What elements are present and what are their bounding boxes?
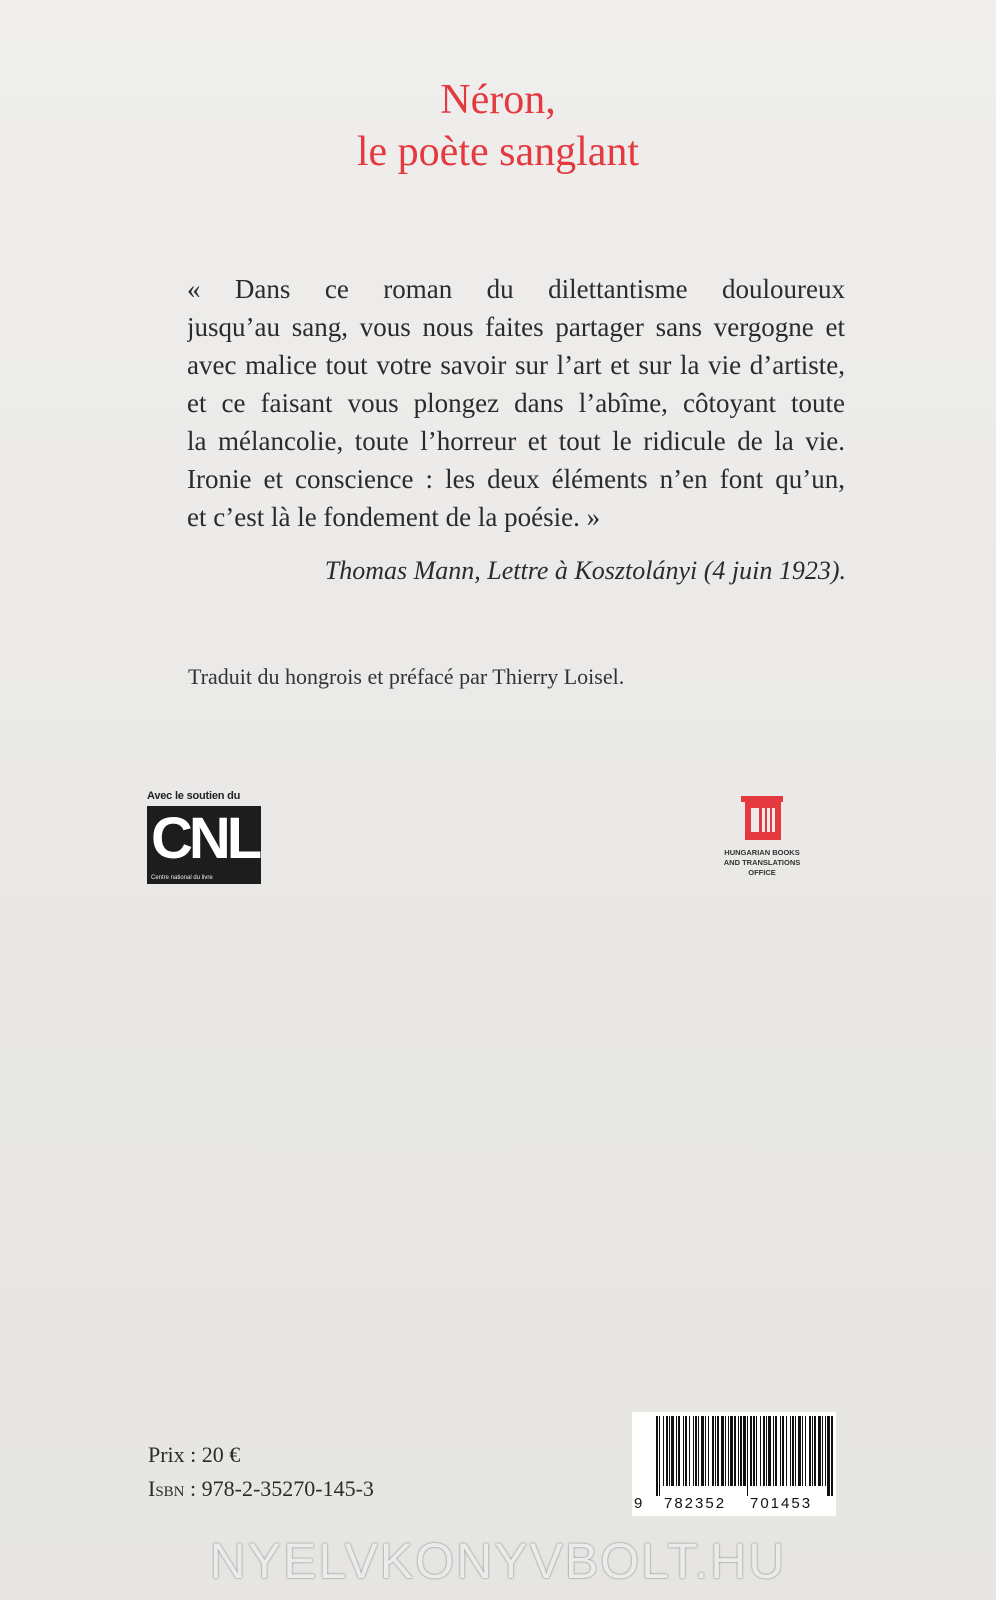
barcode-bar bbox=[730, 1416, 733, 1486]
barcode-bar bbox=[747, 1416, 748, 1496]
barcode-bar bbox=[831, 1416, 833, 1496]
barcode-bar bbox=[738, 1416, 739, 1486]
barcode-bar bbox=[671, 1416, 674, 1486]
quote-line: et ce faisant vous plongez dans l’abîme, côtoyant toute bbox=[187, 388, 845, 418]
barcode-bar bbox=[825, 1416, 826, 1486]
barcode-bar bbox=[768, 1416, 771, 1486]
barcode-bar bbox=[683, 1416, 684, 1486]
barcode-bar bbox=[753, 1416, 755, 1486]
hbto-logo bbox=[692, 794, 832, 878]
barcode-bar bbox=[708, 1416, 709, 1486]
barcode-bar bbox=[685, 1416, 687, 1486]
building-book-icon bbox=[737, 794, 787, 840]
isbn-prefix: Isbn bbox=[148, 1476, 185, 1501]
barcode-bar bbox=[701, 1416, 704, 1486]
barcode-bar bbox=[827, 1416, 830, 1496]
hbto-text-line: HUNGARIAN BOOKS bbox=[724, 848, 800, 857]
quote-line: « Dans ce roman du dilettantisme douloureux bbox=[187, 274, 845, 304]
barcode-bar bbox=[725, 1416, 726, 1486]
barcode-bar bbox=[712, 1416, 714, 1486]
barcode-bar bbox=[698, 1416, 699, 1486]
barcode-bar bbox=[766, 1416, 767, 1486]
cnl-caption: Avec le soutien du bbox=[147, 790, 241, 802]
barcode-bar bbox=[822, 1416, 823, 1486]
barcode-bar bbox=[666, 1416, 668, 1486]
barcode-bar bbox=[786, 1416, 787, 1486]
barcode-bar bbox=[669, 1416, 670, 1486]
barcode-bar bbox=[721, 1416, 724, 1486]
barcode-bar bbox=[705, 1416, 706, 1486]
barcode-bar bbox=[676, 1416, 677, 1486]
quote-line: et c’est là le fondement de la poésie. » bbox=[187, 502, 601, 532]
barcode-bar bbox=[775, 1416, 777, 1486]
translator-credit: Traduit du hongrois et préfacé par Thierry Loisel. bbox=[188, 664, 625, 689]
barcode-bar bbox=[802, 1416, 803, 1486]
barcode-bar bbox=[809, 1416, 811, 1486]
watermark: NYELVKONYVBOLT.HU bbox=[209, 1533, 787, 1589]
barcode-bar bbox=[678, 1416, 680, 1486]
barcode-bar bbox=[693, 1416, 694, 1486]
barcode-bar bbox=[743, 1416, 746, 1486]
barcode-bars bbox=[632, 1416, 836, 1500]
quote-attribution: Thomas Mann, Lettre à Kosztolányi (4 juin 1923). bbox=[324, 556, 846, 585]
book-title-line-2: le poète sanglant bbox=[356, 129, 640, 175]
barcode-bar bbox=[814, 1416, 816, 1486]
isbn-label bbox=[148, 1476, 374, 1502]
barcode-bar bbox=[763, 1416, 765, 1486]
quote-line: avec malice tout votre savoir sur l’art et sur la vie d’artiste, bbox=[187, 350, 845, 380]
blurb-quote bbox=[187, 270, 845, 536]
barcode-bar bbox=[790, 1416, 791, 1486]
barcode-bar bbox=[805, 1416, 806, 1486]
barcode-bar bbox=[812, 1416, 813, 1486]
barcode-bar bbox=[795, 1416, 796, 1486]
barcode-bar bbox=[689, 1416, 690, 1486]
cnl-letters: CNL bbox=[151, 806, 259, 871]
cnl-logo-box bbox=[147, 806, 261, 884]
barcode-bar bbox=[717, 1416, 719, 1486]
barcode-bar bbox=[782, 1416, 784, 1486]
barcode-bar bbox=[695, 1416, 697, 1486]
isbn-barcode bbox=[632, 1412, 836, 1516]
barcode-bar bbox=[656, 1416, 658, 1496]
quote-line: jusqu’au sang, vous nous faites partager sans vergogne et bbox=[187, 312, 845, 342]
barcode-bar bbox=[818, 1416, 821, 1486]
quote-line: Ironie et conscience : les deux éléments n’en font qu’un, bbox=[187, 464, 845, 494]
isbn-value: : 978-2-35270-145-3 bbox=[184, 1476, 374, 1501]
barcode-bar bbox=[740, 1416, 742, 1486]
quote-line: la mélancolie, toute l’horreur et tout le ridicule de la vie. bbox=[187, 426, 845, 456]
hbto-text-line: OFFICE bbox=[748, 868, 776, 877]
barcode-bar bbox=[773, 1416, 774, 1486]
barcode-bar bbox=[750, 1416, 752, 1486]
barcode-bar bbox=[780, 1416, 781, 1486]
book-title-line-1: Néron, bbox=[440, 77, 556, 123]
barcode-bar bbox=[663, 1416, 664, 1486]
barcode-bar bbox=[734, 1416, 736, 1486]
barcode-bar bbox=[756, 1416, 757, 1486]
price-label: Prix : 20 € bbox=[148, 1442, 241, 1467]
barcode-bar bbox=[659, 1416, 660, 1496]
barcode-bar bbox=[792, 1416, 794, 1486]
barcode-digit-group: 782352 bbox=[664, 1495, 727, 1512]
barcode-digit-group: 701453 bbox=[750, 1495, 813, 1512]
cnl-subtitle: Centre national du livre bbox=[151, 875, 213, 881]
barcode-bar bbox=[728, 1416, 729, 1486]
barcode-bar bbox=[715, 1416, 716, 1486]
barcode-digit-first: 9 bbox=[634, 1495, 643, 1512]
hbto-text bbox=[692, 848, 832, 878]
barcode-bar bbox=[798, 1416, 801, 1486]
barcode-bar bbox=[760, 1416, 761, 1486]
cnl-logo bbox=[147, 790, 265, 884]
hbto-text-line: AND TRANSLATIONS bbox=[723, 858, 801, 867]
